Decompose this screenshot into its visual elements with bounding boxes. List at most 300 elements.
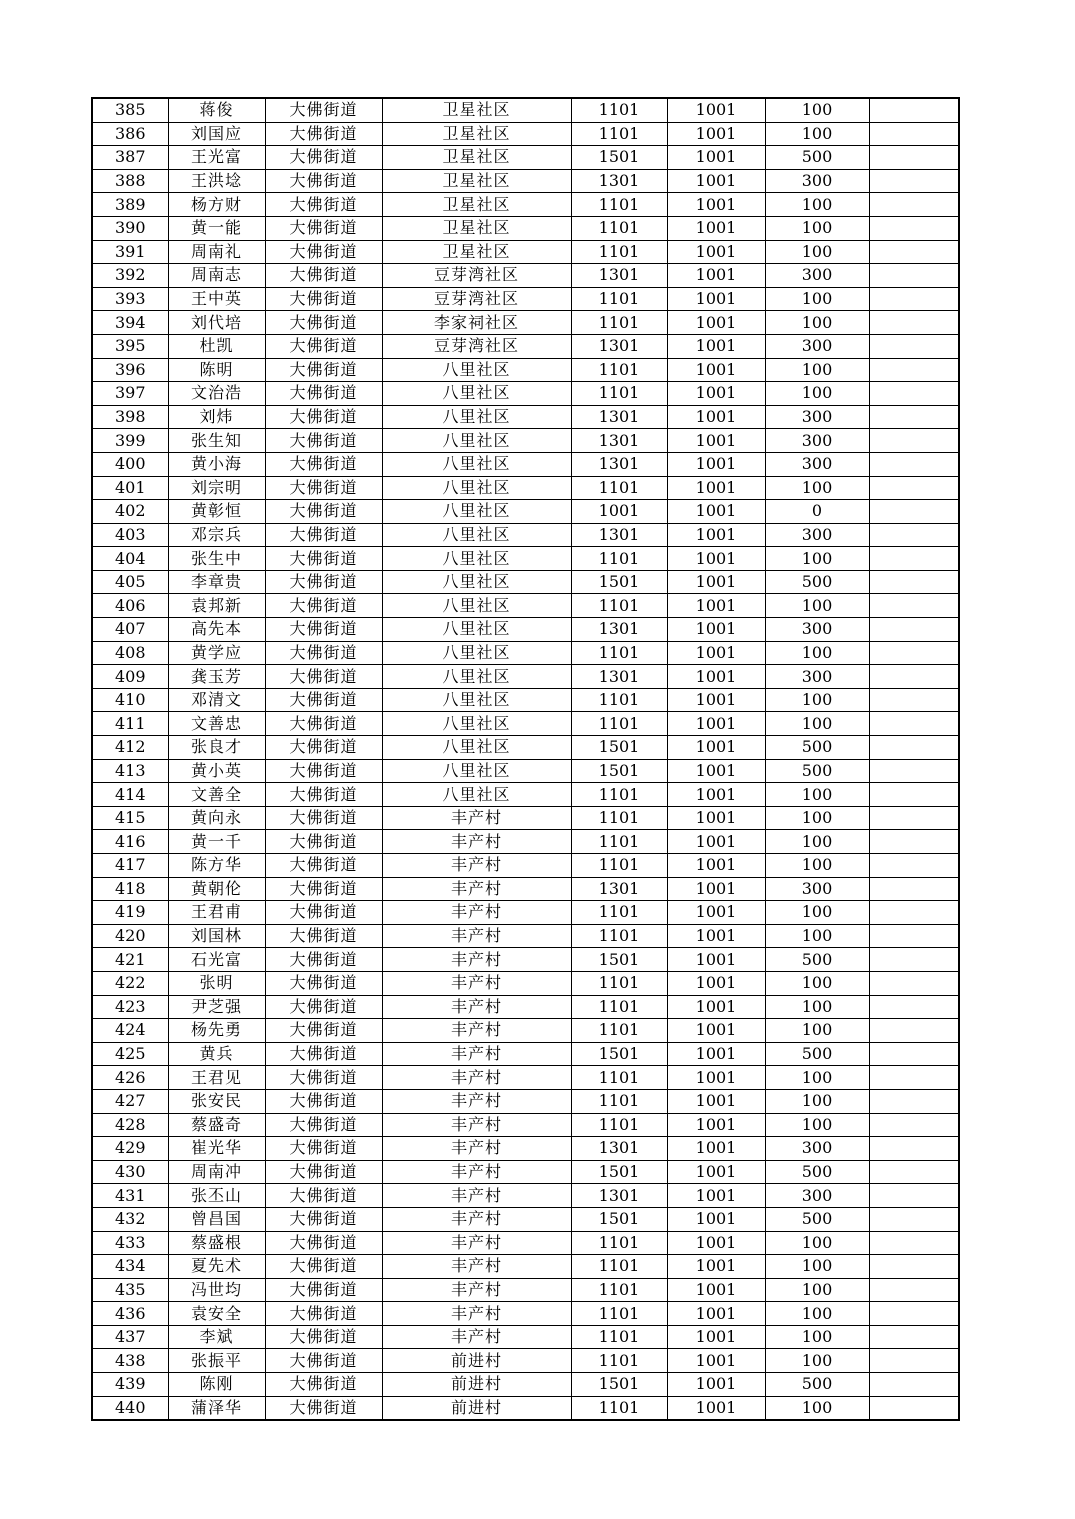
community-cell: 丰产村 xyxy=(382,948,571,972)
row-number-cell: 400 xyxy=(92,452,168,476)
name-cell: 袁安全 xyxy=(168,1302,265,1326)
row-number-cell: 425 xyxy=(92,1042,168,1066)
table-row xyxy=(92,688,959,712)
table-row xyxy=(92,594,959,618)
code-a-cell: 1101 xyxy=(571,806,667,830)
street-cell: 大佛街道 xyxy=(265,1113,382,1137)
table-row xyxy=(92,547,959,571)
code-a-cell: 1501 xyxy=(571,1207,667,1231)
code-b-cell: 1001 xyxy=(667,641,765,665)
code-a-cell: 1301 xyxy=(571,618,667,642)
street-cell: 大佛街道 xyxy=(265,476,382,500)
name-cell: 陈明 xyxy=(168,358,265,382)
table-row xyxy=(92,1019,959,1043)
community-cell: 丰产村 xyxy=(382,1207,571,1231)
street-cell: 大佛街道 xyxy=(265,1066,382,1090)
table-row xyxy=(92,1325,959,1349)
street-cell: 大佛街道 xyxy=(265,1137,382,1161)
code-a-cell: 1501 xyxy=(571,146,667,170)
community-cell: 卫星社区 xyxy=(382,146,571,170)
table-row xyxy=(92,570,959,594)
note-cell xyxy=(869,122,959,146)
amount-cell: 100 xyxy=(765,1325,869,1349)
community-cell: 八里社区 xyxy=(382,712,571,736)
row-number-cell: 415 xyxy=(92,806,168,830)
table-row xyxy=(92,429,959,453)
code-b-cell: 1001 xyxy=(667,759,765,783)
code-b-cell: 1001 xyxy=(667,1325,765,1349)
row-number-cell: 395 xyxy=(92,334,168,358)
name-cell: 杨方财 xyxy=(168,193,265,217)
row-number-cell: 433 xyxy=(92,1231,168,1255)
note-cell xyxy=(869,452,959,476)
code-b-cell: 1001 xyxy=(667,1113,765,1137)
code-a-cell: 1101 xyxy=(571,193,667,217)
name-cell: 刘代培 xyxy=(168,311,265,335)
row-number-cell: 439 xyxy=(92,1373,168,1397)
code-b-cell: 1001 xyxy=(667,1184,765,1208)
community-cell: 丰产村 xyxy=(382,971,571,995)
street-cell: 大佛街道 xyxy=(265,877,382,901)
note-cell xyxy=(869,570,959,594)
name-cell: 周南志 xyxy=(168,264,265,288)
note-cell xyxy=(869,264,959,288)
name-cell: 黄小英 xyxy=(168,759,265,783)
amount-cell: 500 xyxy=(765,146,869,170)
community-cell: 丰产村 xyxy=(382,924,571,948)
table-row xyxy=(92,901,959,925)
table-row xyxy=(92,1113,959,1137)
table-row xyxy=(92,712,959,736)
code-a-cell: 1101 xyxy=(571,1066,667,1090)
table-row xyxy=(92,641,959,665)
street-cell: 大佛街道 xyxy=(265,665,382,689)
amount-cell: 300 xyxy=(765,405,869,429)
code-b-cell: 1001 xyxy=(667,1231,765,1255)
code-b-cell: 1001 xyxy=(667,311,765,335)
street-cell: 大佛街道 xyxy=(265,924,382,948)
street-cell: 大佛街道 xyxy=(265,641,382,665)
street-cell: 大佛街道 xyxy=(265,1278,382,1302)
amount-cell: 100 xyxy=(765,547,869,571)
street-cell: 大佛街道 xyxy=(265,806,382,830)
note-cell xyxy=(869,287,959,311)
street-cell: 大佛街道 xyxy=(265,1325,382,1349)
code-b-cell: 1001 xyxy=(667,1349,765,1373)
name-cell: 蒋俊 xyxy=(168,98,265,122)
community-cell: 丰产村 xyxy=(382,1066,571,1090)
name-cell: 刘国林 xyxy=(168,924,265,948)
community-cell: 八里社区 xyxy=(382,547,571,571)
amount-cell: 100 xyxy=(765,476,869,500)
community-cell: 八里社区 xyxy=(382,688,571,712)
street-cell: 大佛街道 xyxy=(265,1160,382,1184)
table-row xyxy=(92,1396,959,1420)
street-cell: 大佛街道 xyxy=(265,311,382,335)
street-cell: 大佛街道 xyxy=(265,995,382,1019)
note-cell xyxy=(869,1373,959,1397)
name-cell: 蒲泽华 xyxy=(168,1396,265,1420)
code-a-cell: 1101 xyxy=(571,1113,667,1137)
community-cell: 丰产村 xyxy=(382,995,571,1019)
amount-cell: 100 xyxy=(765,995,869,1019)
name-cell: 文善全 xyxy=(168,783,265,807)
table-row xyxy=(92,240,959,264)
amount-cell: 500 xyxy=(765,1207,869,1231)
row-number-cell: 436 xyxy=(92,1302,168,1326)
code-a-cell: 1301 xyxy=(571,429,667,453)
name-cell: 黄向永 xyxy=(168,806,265,830)
amount-cell: 100 xyxy=(765,1278,869,1302)
code-a-cell: 1501 xyxy=(571,1373,667,1397)
amount-cell: 500 xyxy=(765,570,869,594)
street-cell: 大佛街道 xyxy=(265,1019,382,1043)
amount-cell: 500 xyxy=(765,1042,869,1066)
row-number-cell: 389 xyxy=(92,193,168,217)
code-b-cell: 1001 xyxy=(667,1019,765,1043)
amount-cell: 100 xyxy=(765,901,869,925)
community-cell: 八里社区 xyxy=(382,641,571,665)
row-number-cell: 416 xyxy=(92,830,168,854)
row-number-cell: 432 xyxy=(92,1207,168,1231)
community-cell: 八里社区 xyxy=(382,358,571,382)
row-number-cell: 394 xyxy=(92,311,168,335)
note-cell xyxy=(869,1302,959,1326)
name-cell: 邓清文 xyxy=(168,688,265,712)
street-cell: 大佛街道 xyxy=(265,382,382,406)
community-cell: 八里社区 xyxy=(382,736,571,760)
table-row xyxy=(92,736,959,760)
code-a-cell: 1101 xyxy=(571,122,667,146)
community-cell: 丰产村 xyxy=(382,1325,571,1349)
row-number-cell: 424 xyxy=(92,1019,168,1043)
community-cell: 豆芽湾社区 xyxy=(382,334,571,358)
street-cell: 大佛街道 xyxy=(265,1373,382,1397)
community-cell: 丰产村 xyxy=(382,854,571,878)
amount-cell: 300 xyxy=(765,334,869,358)
street-cell: 大佛街道 xyxy=(265,1349,382,1373)
code-a-cell: 1301 xyxy=(571,877,667,901)
note-cell xyxy=(869,1066,959,1090)
row-number-cell: 411 xyxy=(92,712,168,736)
street-cell: 大佛街道 xyxy=(265,594,382,618)
code-a-cell: 1101 xyxy=(571,240,667,264)
note-cell xyxy=(869,1349,959,1373)
code-b-cell: 1001 xyxy=(667,523,765,547)
community-cell: 丰产村 xyxy=(382,1184,571,1208)
code-b-cell: 1001 xyxy=(667,429,765,453)
community-cell: 前进村 xyxy=(382,1373,571,1397)
note-cell xyxy=(869,240,959,264)
community-cell: 丰产村 xyxy=(382,806,571,830)
table-row xyxy=(92,287,959,311)
name-cell: 蔡盛奇 xyxy=(168,1113,265,1137)
amount-cell: 100 xyxy=(765,641,869,665)
code-a-cell: 1101 xyxy=(571,216,667,240)
table-row xyxy=(92,948,959,972)
code-b-cell: 1001 xyxy=(667,665,765,689)
community-cell: 丰产村 xyxy=(382,1089,571,1113)
code-a-cell: 1301 xyxy=(571,665,667,689)
code-b-cell: 1001 xyxy=(667,146,765,170)
street-cell: 大佛街道 xyxy=(265,712,382,736)
row-number-cell: 413 xyxy=(92,759,168,783)
table-row xyxy=(92,1184,959,1208)
amount-cell: 100 xyxy=(765,783,869,807)
note-cell xyxy=(869,1113,959,1137)
street-cell: 大佛街道 xyxy=(265,1396,382,1420)
amount-cell: 100 xyxy=(765,854,869,878)
row-number-cell: 406 xyxy=(92,594,168,618)
community-cell: 卫星社区 xyxy=(382,193,571,217)
code-b-cell: 1001 xyxy=(667,240,765,264)
name-cell: 陈刚 xyxy=(168,1373,265,1397)
note-cell xyxy=(869,311,959,335)
name-cell: 黄彰恒 xyxy=(168,500,265,524)
name-cell: 张明 xyxy=(168,971,265,995)
amount-cell: 0 xyxy=(765,500,869,524)
note-cell xyxy=(869,500,959,524)
community-cell: 卫星社区 xyxy=(382,98,571,122)
name-cell: 高先本 xyxy=(168,618,265,642)
street-cell: 大佛街道 xyxy=(265,901,382,925)
amount-cell: 100 xyxy=(765,1113,869,1137)
row-number-cell: 418 xyxy=(92,877,168,901)
code-a-cell: 1101 xyxy=(571,311,667,335)
amount-cell: 300 xyxy=(765,618,869,642)
code-a-cell: 1301 xyxy=(571,169,667,193)
note-cell xyxy=(869,193,959,217)
table-row xyxy=(92,334,959,358)
table-row xyxy=(92,1302,959,1326)
amount-cell: 100 xyxy=(765,382,869,406)
community-cell: 豆芽湾社区 xyxy=(382,264,571,288)
code-b-cell: 1001 xyxy=(667,877,765,901)
street-cell: 大佛街道 xyxy=(265,1042,382,1066)
community-cell: 八里社区 xyxy=(382,405,571,429)
note-cell xyxy=(869,476,959,500)
note-cell xyxy=(869,594,959,618)
row-number-cell: 438 xyxy=(92,1349,168,1373)
amount-cell: 500 xyxy=(765,1373,869,1397)
row-number-cell: 388 xyxy=(92,169,168,193)
table-row xyxy=(92,1207,959,1231)
community-cell: 丰产村 xyxy=(382,1160,571,1184)
amount-cell: 300 xyxy=(765,877,869,901)
street-cell: 大佛街道 xyxy=(265,240,382,264)
street-cell: 大佛街道 xyxy=(265,570,382,594)
code-a-cell: 1101 xyxy=(571,830,667,854)
name-cell: 张振平 xyxy=(168,1349,265,1373)
code-b-cell: 1001 xyxy=(667,476,765,500)
name-cell: 杨先勇 xyxy=(168,1019,265,1043)
table-row xyxy=(92,995,959,1019)
community-cell: 八里社区 xyxy=(382,429,571,453)
note-cell xyxy=(869,806,959,830)
table-row xyxy=(92,665,959,689)
community-cell: 丰产村 xyxy=(382,1019,571,1043)
code-b-cell: 1001 xyxy=(667,1042,765,1066)
code-b-cell: 1001 xyxy=(667,901,765,925)
amount-cell: 100 xyxy=(765,311,869,335)
name-cell: 黄兵 xyxy=(168,1042,265,1066)
table-row xyxy=(92,618,959,642)
code-a-cell: 1501 xyxy=(571,570,667,594)
name-cell: 崔光华 xyxy=(168,1137,265,1161)
street-cell: 大佛街道 xyxy=(265,688,382,712)
community-cell: 八里社区 xyxy=(382,665,571,689)
table-row xyxy=(92,1066,959,1090)
row-number-cell: 404 xyxy=(92,547,168,571)
community-cell: 丰产村 xyxy=(382,1255,571,1279)
amount-cell: 100 xyxy=(765,830,869,854)
amount-cell: 300 xyxy=(765,264,869,288)
amount-cell: 300 xyxy=(765,452,869,476)
table-row xyxy=(92,854,959,878)
street-cell: 大佛街道 xyxy=(265,405,382,429)
code-b-cell: 1001 xyxy=(667,1255,765,1279)
code-a-cell: 1101 xyxy=(571,1278,667,1302)
amount-cell: 300 xyxy=(765,523,869,547)
row-number-cell: 423 xyxy=(92,995,168,1019)
table-row xyxy=(92,1373,959,1397)
name-cell: 李斌 xyxy=(168,1325,265,1349)
amount-cell: 300 xyxy=(765,1137,869,1161)
code-a-cell: 1501 xyxy=(571,759,667,783)
note-cell xyxy=(869,1255,959,1279)
table-row xyxy=(92,806,959,830)
code-a-cell: 1301 xyxy=(571,1184,667,1208)
table-row xyxy=(92,877,959,901)
note-cell xyxy=(869,783,959,807)
street-cell: 大佛街道 xyxy=(265,358,382,382)
community-cell: 丰产村 xyxy=(382,901,571,925)
table-row xyxy=(92,1160,959,1184)
note-cell xyxy=(869,1231,959,1255)
street-cell: 大佛街道 xyxy=(265,523,382,547)
amount-cell: 100 xyxy=(765,1066,869,1090)
name-cell: 文治浩 xyxy=(168,382,265,406)
name-cell: 黄学应 xyxy=(168,641,265,665)
name-cell: 龚玉芳 xyxy=(168,665,265,689)
community-cell: 丰产村 xyxy=(382,1302,571,1326)
name-cell: 陈方华 xyxy=(168,854,265,878)
code-b-cell: 1001 xyxy=(667,358,765,382)
code-b-cell: 1001 xyxy=(667,971,765,995)
street-cell: 大佛街道 xyxy=(265,1207,382,1231)
table-row xyxy=(92,216,959,240)
code-b-cell: 1001 xyxy=(667,924,765,948)
table-row xyxy=(92,971,959,995)
street-cell: 大佛街道 xyxy=(265,1231,382,1255)
table-row xyxy=(92,122,959,146)
code-a-cell: 1101 xyxy=(571,358,667,382)
row-number-cell: 387 xyxy=(92,146,168,170)
community-cell: 丰产村 xyxy=(382,1137,571,1161)
note-cell xyxy=(869,1019,959,1043)
code-b-cell: 1001 xyxy=(667,618,765,642)
community-cell: 丰产村 xyxy=(382,1231,571,1255)
note-cell xyxy=(869,429,959,453)
row-number-cell: 437 xyxy=(92,1325,168,1349)
code-a-cell: 1101 xyxy=(571,688,667,712)
note-cell xyxy=(869,98,959,122)
note-cell xyxy=(869,1278,959,1302)
name-cell: 冯世均 xyxy=(168,1278,265,1302)
table-row xyxy=(92,382,959,406)
note-cell xyxy=(869,1207,959,1231)
table-row xyxy=(92,1089,959,1113)
amount-cell: 300 xyxy=(765,169,869,193)
row-number-cell: 393 xyxy=(92,287,168,311)
code-b-cell: 1001 xyxy=(667,594,765,618)
table-row xyxy=(92,924,959,948)
name-cell: 张生知 xyxy=(168,429,265,453)
note-cell xyxy=(869,1089,959,1113)
amount-cell: 100 xyxy=(765,193,869,217)
community-cell: 丰产村 xyxy=(382,1042,571,1066)
row-number-cell: 390 xyxy=(92,216,168,240)
code-b-cell: 1001 xyxy=(667,830,765,854)
code-a-cell: 1501 xyxy=(571,948,667,972)
code-a-cell: 1301 xyxy=(571,452,667,476)
note-cell xyxy=(869,759,959,783)
row-number-cell: 405 xyxy=(92,570,168,594)
code-a-cell: 1101 xyxy=(571,547,667,571)
name-cell: 张生中 xyxy=(168,547,265,571)
amount-cell: 100 xyxy=(765,594,869,618)
note-cell xyxy=(869,334,959,358)
street-cell: 大佛街道 xyxy=(265,146,382,170)
note-cell xyxy=(869,995,959,1019)
amount-cell: 300 xyxy=(765,665,869,689)
row-number-cell: 434 xyxy=(92,1255,168,1279)
amount-cell: 500 xyxy=(765,948,869,972)
row-number-cell: 428 xyxy=(92,1113,168,1137)
table-row xyxy=(92,783,959,807)
row-number-cell: 385 xyxy=(92,98,168,122)
street-cell: 大佛街道 xyxy=(265,169,382,193)
code-a-cell: 1501 xyxy=(571,1042,667,1066)
note-cell xyxy=(869,146,959,170)
code-b-cell: 1001 xyxy=(667,382,765,406)
code-a-cell: 1101 xyxy=(571,971,667,995)
code-b-cell: 1001 xyxy=(667,1302,765,1326)
code-b-cell: 1001 xyxy=(667,806,765,830)
row-number-cell: 392 xyxy=(92,264,168,288)
table-row xyxy=(92,1231,959,1255)
code-b-cell: 1001 xyxy=(667,995,765,1019)
community-cell: 前进村 xyxy=(382,1349,571,1373)
table-row xyxy=(92,1349,959,1373)
name-cell: 王君甫 xyxy=(168,901,265,925)
community-cell: 八里社区 xyxy=(382,452,571,476)
table-row xyxy=(92,523,959,547)
note-cell xyxy=(869,405,959,429)
name-cell: 王君见 xyxy=(168,1066,265,1090)
code-b-cell: 1001 xyxy=(667,287,765,311)
community-cell: 卫星社区 xyxy=(382,169,571,193)
street-cell: 大佛街道 xyxy=(265,98,382,122)
note-cell xyxy=(869,712,959,736)
note-cell xyxy=(869,877,959,901)
note-cell xyxy=(869,971,959,995)
note-cell xyxy=(869,948,959,972)
row-number-cell: 430 xyxy=(92,1160,168,1184)
community-cell: 八里社区 xyxy=(382,783,571,807)
amount-cell: 100 xyxy=(765,971,869,995)
code-b-cell: 1001 xyxy=(667,1396,765,1420)
